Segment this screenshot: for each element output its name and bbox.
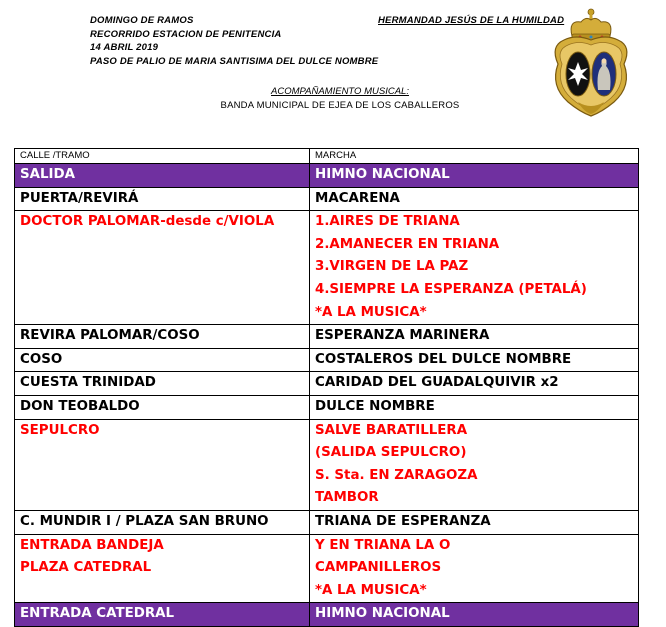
march-cell (310, 325, 639, 349)
march-line: Y EN TRIANA LA O (315, 537, 451, 553)
street-cell (15, 395, 310, 419)
header-street: CALLE /TRAMO (15, 149, 310, 164)
street-line: DON TEOBALDO (20, 398, 140, 414)
street-cell (15, 348, 310, 372)
street-line: C. MUNDIR I / PLAZA SAN BRUNO (20, 513, 269, 529)
street-line: PLAZA CATEDRAL (20, 560, 152, 576)
street-line: PUERTA/REVIRÁ (20, 190, 139, 206)
street-cell (15, 534, 310, 603)
march-line: 3.VIRGEN DE LA PAZ (315, 259, 469, 275)
march-cell (310, 534, 639, 603)
march-line: HIMNO NACIONAL (315, 606, 450, 622)
march-cell (310, 164, 639, 188)
street-line: REVIRA PALOMAR/COSO (20, 328, 200, 344)
table-row (15, 419, 639, 510)
street-cell (15, 187, 310, 211)
table-row (15, 510, 639, 534)
street-cell (15, 510, 310, 534)
street-line: COSO (20, 351, 63, 367)
march-cell (310, 372, 639, 396)
march-line: CAMPANILLEROS (315, 560, 442, 576)
brotherhood-crest-icon (548, 6, 634, 118)
march-line: DULCE NOMBRE (315, 398, 435, 414)
march-cell (310, 211, 639, 325)
march-line: 4.SIEMPRE LA ESPERANZA (PETALÁ) (315, 281, 587, 297)
march-line: TRIANA DE ESPERANZA (315, 513, 491, 529)
march-line: COSTALEROS DEL DULCE NOMBRE (315, 351, 572, 367)
musical-accompaniment-title: ACOMPAÑAMIENTO MUSICAL: (271, 86, 409, 97)
header-line-route: RECORRIDO ESTACION DE PENITENCIA (90, 28, 282, 40)
table-row (15, 187, 639, 211)
header-march: MARCHA (310, 149, 639, 164)
table-row (15, 372, 639, 396)
march-cell (310, 419, 639, 510)
street-cell (15, 325, 310, 349)
street-cell (15, 419, 310, 510)
table-header-row (15, 149, 639, 164)
march-line: TAMBOR (315, 490, 379, 506)
street-line: SEPULCRO (20, 422, 100, 438)
march-cell (310, 395, 639, 419)
march-cell (310, 510, 639, 534)
document-header-info (90, 14, 378, 68)
march-line: HIMNO NACIONAL (315, 167, 450, 182)
header-line-day: DOMINGO DE RAMOS (90, 15, 194, 26)
march-line: *A LA MUSICA* (315, 304, 427, 320)
street-line: DOCTOR PALOMAR-desde c/VIOLA (20, 214, 275, 230)
march-line: SALVE BARATILLERA (315, 422, 468, 438)
street-line: ENTRADA CATEDRAL (20, 606, 175, 622)
march-line: 2.AMANECER EN TRIANA (315, 236, 500, 252)
march-line: 1.AIRES DE TRIANA (315, 214, 460, 230)
march-line: (SALIDA SEPULCRO) (315, 445, 467, 461)
street-line: ENTRADA BANDEJA (20, 537, 164, 553)
street-line: CUESTA TRINIDAD (20, 375, 156, 391)
march-line: MACARENA (315, 190, 400, 206)
table-row (15, 534, 639, 603)
street-cell (15, 211, 310, 325)
march-line: ESPERANZA MARINERA (315, 328, 490, 344)
march-cell (310, 187, 639, 211)
street-cell (15, 603, 310, 627)
march-line: S. Sta. EN ZARAGOZA (315, 467, 478, 483)
street-cell (15, 372, 310, 396)
table-row (15, 325, 639, 349)
street-cell (15, 164, 310, 188)
march-line: CARIDAD DEL GUADALQUIVIR x2 (315, 375, 559, 391)
table-row (15, 164, 639, 188)
march-schedule-table (14, 148, 639, 627)
table-row (15, 348, 639, 372)
march-cell (310, 603, 639, 627)
table-row (15, 395, 639, 419)
table-row (15, 603, 639, 627)
street-line: SALIDA (20, 167, 76, 182)
brotherhood-name: HERMANDAD JESÚS DE LA HUMILDAD (378, 15, 565, 26)
header-line-paso: PASO DE PALIO DE MARIA SANTISIMA DEL DULCE NOMBRE (90, 55, 379, 67)
header-line-date: 14 ABRIL 2019 (90, 42, 159, 53)
band-name: BANDA MUNICIPAL DE EJEA DE LOS CABALLEROS (220, 100, 460, 111)
march-cell (310, 348, 639, 372)
march-line: *A LA MUSICA* (315, 582, 427, 598)
table-row (15, 211, 639, 325)
